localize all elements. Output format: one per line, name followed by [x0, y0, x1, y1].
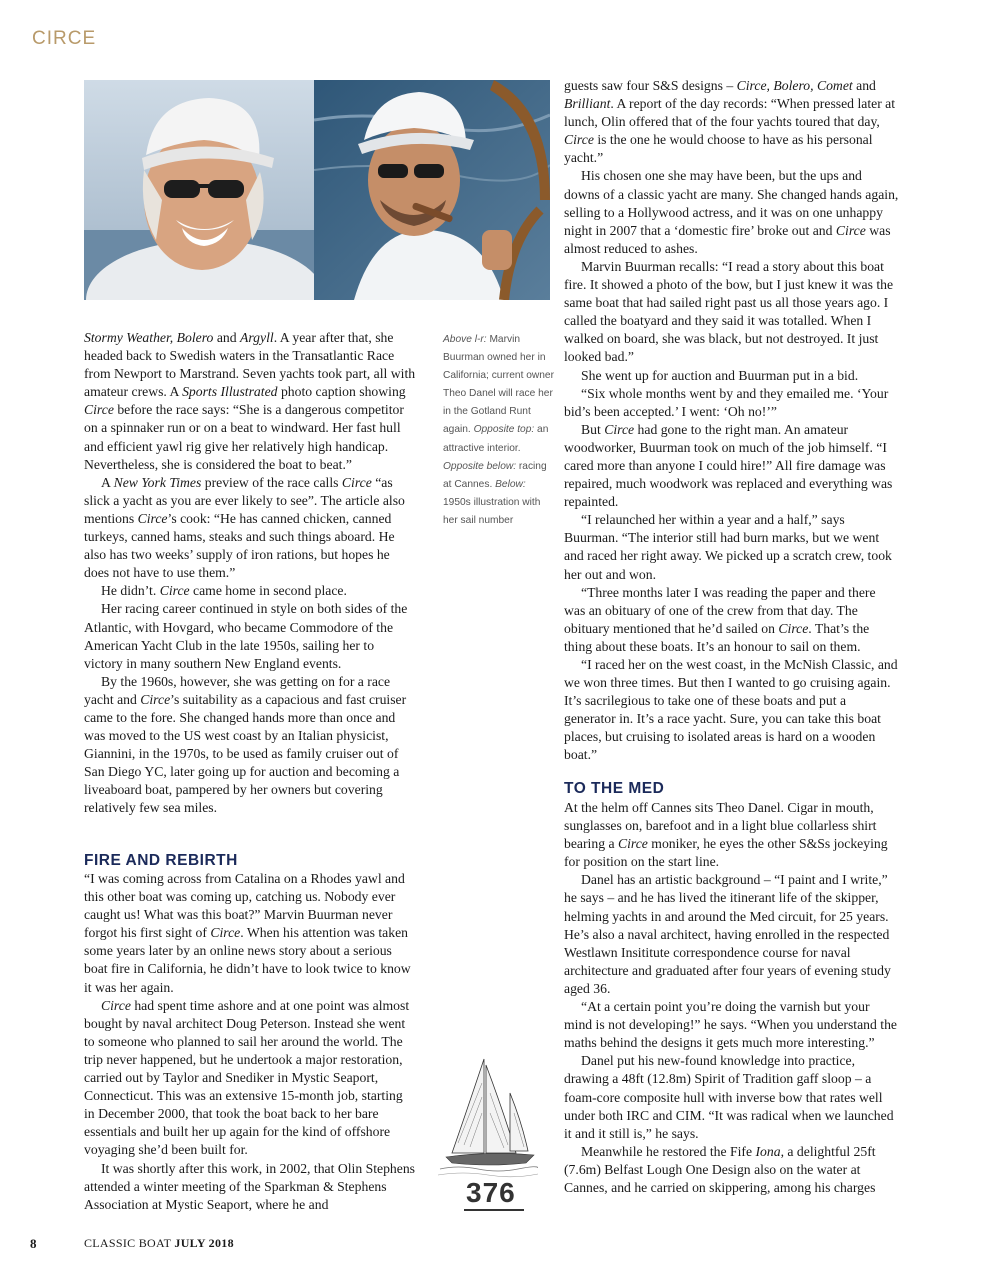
paragraph: “I relaunched her within a year and a half,” says Buurman. “The interior still had burn marks, but we went and raced her right away. We picked up a scratch crew, took her out and won.: [564, 512, 892, 582]
paragraph: She went up for auction and Buurman put in a bid.: [581, 367, 859, 383]
caption-text: an attractive interior.: [443, 424, 549, 454]
magazine-credit: [84, 1236, 234, 1251]
paragraph: Her racing career continued in style on both sides of the Atlantic, with Hovgard, who became Commodore of the American Yacht Club in the late 1950s, sailing her to victory in many southern New England events.: [84, 601, 408, 671]
paragraph: Circe had spent time ashore and at one point was almost bought by naval architect Doug Peterson. Instead she went to someone who planned to sail her around the world. The trip never happened, but he undertook a major restoration, carried out by Taylor and Snediker in Mystic Seaport, Connecticut. This was an extensive 15-month job, starting in December 2000, that took the boat back to her bare essentials and built her up again for the kind of offshore voyaging she’d been built for.: [84, 997, 410, 1158]
paragraph: “At a certain point you’re doing the varnish but your mind is not developing!” he says. “When you understand the maths behind the designs it gets much more interesting.”: [564, 999, 897, 1051]
paragraph: His chosen one she may have been, but the ups and downs of a classic yacht are many. She changed hands again, selling to a Hollywood actress, and it was on one unhappy night in 2007 that a ‘domestic fire’ broke out and Circe was almost reduced to ashes.: [564, 168, 899, 256]
column-right-lower: [564, 799, 900, 1197]
caption-em: Opposite top:: [473, 424, 535, 436]
column-right: [564, 77, 900, 765]
caption-text: Marvin Buurman owned her in California; current owner Theo Danel will race her in the Gotland Runt again.: [443, 334, 554, 436]
paragraph: At the helm off Cannes sits Theo Danel. Cigar in mouth, sunglasses on, barefoot and in a light blue collarless shirt bearing a Circe moniker, he eyes the other S&Ss jockeying for position on the start line.: [564, 800, 888, 870]
paragraph: Danel has an artistic background – “I paint and I write,” he says – and he has lived the itinerant life of the skipper, helming yachts in and around the Med circuit, for 25 years. He’s also a naval architect, having enrolled in the respected Westlawn Insititute correspondence course for naval architecture and graduated after four years of evening study aged 36.: [564, 872, 891, 996]
issue-date: JULY 2018: [174, 1236, 234, 1250]
paragraph: Marvin Buurman recalls: “I read a story about this boat fire. It showed a photo of the bow, but I just knew it was the same boat that had sailed right past us all those years ago. I called the boatyard and they said it was totalled. When I walked on board, she was black, but not destroyed. It just looked bad.”: [564, 258, 894, 365]
paragraph: Danel put his new-found knowledge into practice, drawing a 48ft (12.8m) Spirit of Tradition gaff sloop – a foam-core composite hull with inverse bow that rates well under both IRC and CIM. “It was radical when we launched it and it still is,” he says.: [564, 1053, 894, 1141]
caption-em: Above l-r:: [443, 334, 487, 345]
photo-marvin-buurman: [84, 80, 314, 300]
paragraph: He didn’t. Circe came home in second place.: [101, 583, 347, 599]
paragraph: By the 1960s, however, she was getting on for a race yacht and Circe’s suitability as a capacious and fast cruiser came to the fore. She changed hands more than once and was moved to the US west coast by an Italian physicist, Giannini, in the 1970s, to be used as family cruiser out of San Diego YC, later going up for auction and becoming a liveaboard boat, pampered by her owners but covering relatively few sea miles.: [84, 673, 407, 816]
caption-em: Opposite below:: [443, 460, 517, 472]
magazine-name: CLASSIC BOAT: [84, 1236, 172, 1250]
caption-text: 1950s illustration with her sail number: [443, 496, 541, 526]
photo-caption: [443, 331, 556, 530]
page-footer: [30, 1236, 234, 1252]
paragraph: But Circe had gone to the right man. An amateur woodworker, Buurman took on much of the job himself. “I cared more than anyone I could hire!” All fire damage was repaired, much woodwork was replaced and everything was repainted.: [564, 421, 893, 510]
heading-to-the-med: TO THE MED: [564, 780, 665, 797]
caption-text: racing at Cannes.: [443, 460, 547, 490]
paragraph: Stormy Weather, Bolero and Argyll. A year after that, she headed back to Swedish waters in the Transatlantic Race from Newport to Marstrand. Seven yachts took part, all with amateur crews. A Sports Illustrated photo caption showing Circe before the race says: “She is a dangerous competitor on a spinnaker run or on a beat to windward. Her fast hull and efficient yawl rig give her relatively high handicap. Nevertheless, she is considered the boat to beat.”: [84, 330, 416, 472]
column-left: [84, 329, 416, 818]
yawl-illustration: [438, 1053, 538, 1183]
paragraph: “I was coming across from Catalina on a Rhodes yawl and this other boat was coming up, catching us. Nobody ever caught us! What was this boat?” Marvin Buurman never forgot his first sight of Circe. When his attention was taken some years later by an online news story about a serious boat fire in California, he didn’t have to look twice to know it was her again.: [84, 871, 411, 995]
photo-theo-danel: [314, 80, 550, 300]
page-number: 8: [30, 1236, 37, 1251]
paragraph: guests saw four S&S designs – Circe, Bolero, Comet and Brilliant. A report of the day records: “When pressed later at lunch, Olin offered that of the four yachts toured that day, Circe is the one he would choose to have as his personal yacht.”: [564, 78, 896, 166]
photo-strip: [84, 80, 550, 300]
column-left-lower: [84, 870, 416, 1214]
paragraph: Meanwhile he restored the Fife Iona, a delightful 25ft (7.6m) Belfast Lough One Design also on the water at Cannes, and he carried on skippering, among his charges: [564, 1143, 876, 1195]
caption-em: Below:: [495, 478, 526, 490]
sail-number-underline: [464, 1209, 524, 1211]
paragraph: “Three months later I was reading the paper and there was an obituary of one of the crew from that day. The obituary mentioned that he’d sailed on Circe. That’s the thing about these boats. It’s an honour to sail on them.: [564, 584, 876, 654]
paragraph: A New York Times preview of the race calls Circe “as slick a yacht as you are ever likely to see”. The article also mentions Circe’s cook: “He has canned chicken, canned turkeys, canned hams, steaks and such things aboard. He also has two weeks’ supply of iron rations, but hopes he does not have to use them.”: [84, 474, 405, 581]
section-label: CIRCE: [32, 28, 97, 49]
paragraph: “Six whole months went by and they emailed me. ‘Your bid’s been accepted.’ I went: ‘Oh no!’”: [564, 385, 889, 419]
paragraph: “I raced her on the west coast, in the McNish Classic, and we won three times. But then I wanted to go cruising again. It’s sacrilegious to take one of these boats and put a generator in. It’s a race yacht. Sure, you can take this boat places, but cruising to isolated areas is hard on a wooden boat.”: [564, 657, 898, 763]
sail-number: 376: [466, 1177, 516, 1208]
paragraph: It was shortly after this work, in 2002, that Olin Stephens attended a winter meeting of the Sparkman & Stephens Association at Mystic Seaport, where he and: [84, 1160, 416, 1212]
heading-fire-and-rebirth: FIRE AND REBIRTH: [84, 852, 238, 869]
